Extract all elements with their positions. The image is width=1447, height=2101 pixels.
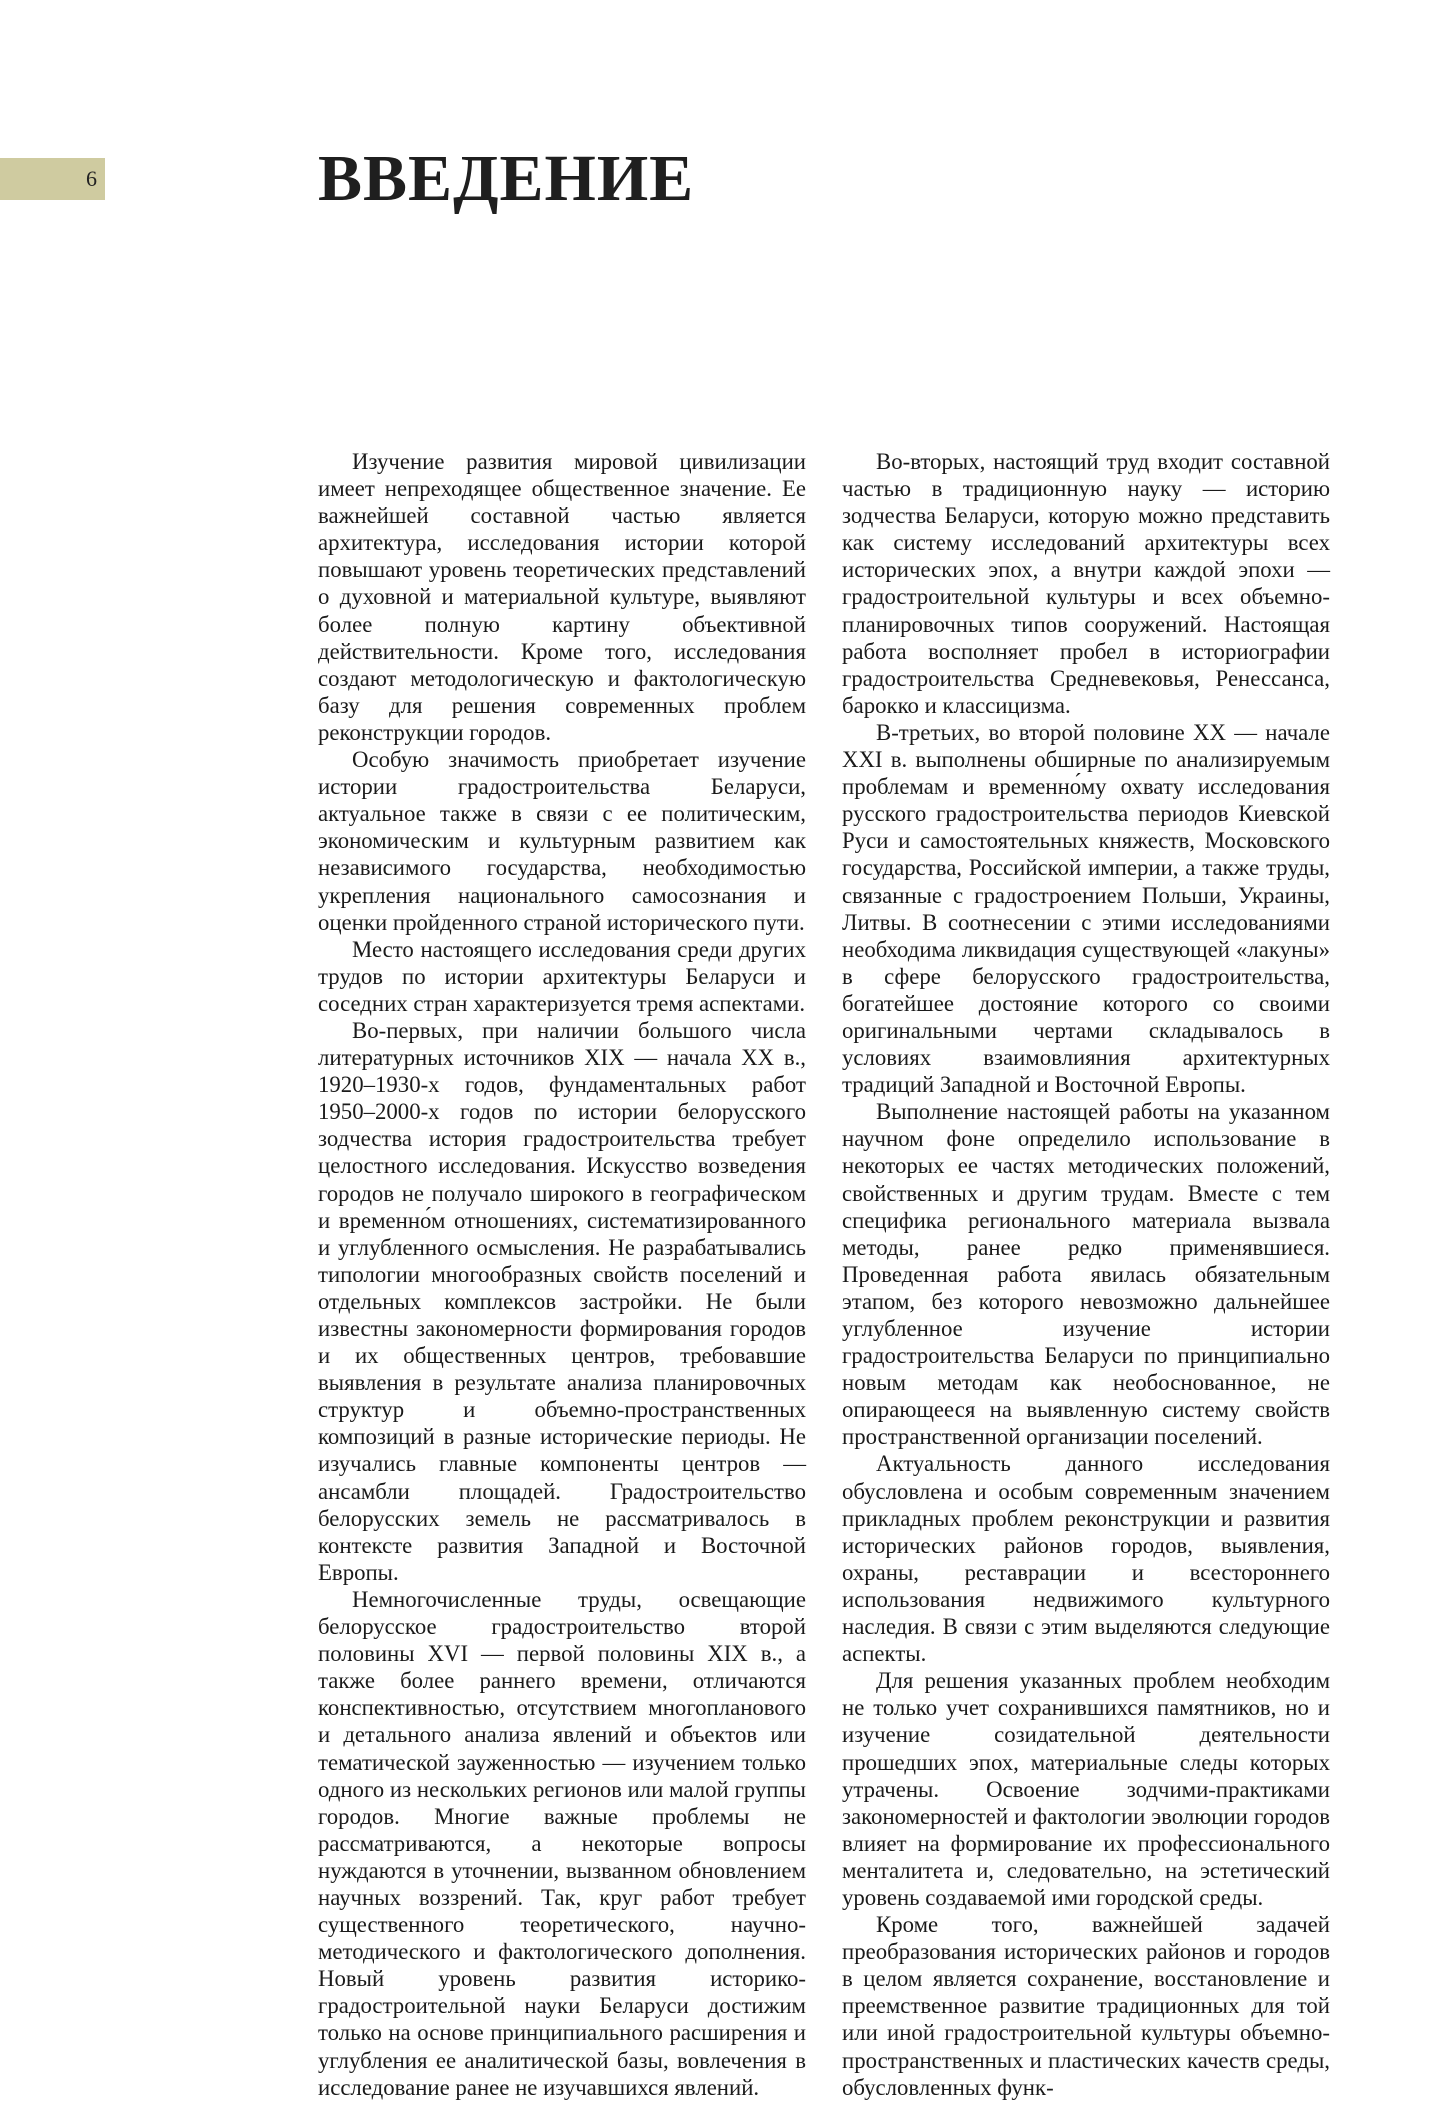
- paragraph: Место настоящего исследования среди других трудов по истории архитектуры Беларуси и соседних стран характеризуется тремя аспектами.: [318, 936, 806, 1016]
- paragraph: Выполнение настоящей работы на указанном научном фоне определило использование в некоторых ее частях методических положений, свойственных и другим трудам. Вместе с тем специфика регионального материала вызвала методы, ранее редко применявшиеся. Проведенная работа явилась обязательным этапом, без которого невозможно дальнейшее углубленное изучение истории градостроительства Беларуси по принципиально новым методам как необоснованное, не опирающееся на выявленную систему свойств пространственной организации поселений.: [842, 1099, 1330, 1450]
- paragraph: В-третьих, во второй половине XX — начале XXI в. выполнены обширные по анализируемым проблемам и временно́му охвату исследования русского градостроительства периодов Киевской Руси и самостоятельных княжеств, Московского государства, Российской империи, а также труды, связанные с градостроением Польши, Украины, Литвы. В соотнесении с этими исследованиями необходима ликвидация существующей «лакуны» в сфере белорусского градостроительства, богатейшее достояние которого со своими оригинальными чертами складывалось в условиях взаимовлияния архитектурных традиций Западной и Восточной Европы.: [842, 719, 1330, 1098]
- page-number: 6: [86, 166, 97, 191]
- right-text-column: [842, 448, 1330, 2101]
- chapter-title: ВВЕДЕНИЕ: [318, 142, 695, 215]
- paragraph: Кроме того, важнейшей задачей преобразования исторических районов и городов в целом является сохранение, восстановление и преемственное развитие традиционных для той или иной градостроительной культуры объемно-пространственных и пластических качеств среды, обусловленных функ-: [842, 1912, 1330, 2100]
- paragraph: Во-вторых, настоящий труд входит составной частью в традиционную науку — историю зодчества Беларуси, которую можно представить как систему исследований архитектуры всех исторических эпох, а внутри каждой эпохи — градостроительной культуры и всех объемно-планировочных типов сооружений. Настоящая работа восполняет пробел в историографии градостроительства Средневековья, Ренессанса, барокко и классицизма.: [842, 449, 1330, 718]
- paragraph: Изучение развития мировой цивилизации имеет непреходящее общественное значение. Ее важнейшей составной частью является архитектура, исследования истории которой повышают уровень теоретических представлений о духовной и материальной культуре, выявляют более полную картину объективной действительности. Кроме того, исследования создают методологическую и фактологическую базу для решения современных проблем реконструкции городов.: [318, 449, 806, 745]
- paragraph: Во-первых, при наличии большого числа литературных источников XIX — начала XX в., 1920–1930-х годов, фундаментальных работ 1950–2000-х годов по истории белорусского зодчества история градостроительства требует целостного исследования. Искусство возведения городов не получало широкого в географическом и временно́м отношениях, систематизированного и углубленного осмысления. Не разрабатывались типологии многообразных свойств поселений и отдельных комплексов застройки. Не были известны закономерности формирования городов и их общественных центров, требовавшие выявления в результате анализа планировочных структур и объемно-пространственных композиций в разные исторические периоды. Не изучались главные компоненты центров — ансамбли площадей. Градостроительство белорусских земель не рассматривалось в контексте развития Западной и Восточной Европы.: [318, 1017, 806, 1585]
- paragraph: Для решения указанных проблем необходим не только учет сохранившихся памятников, но и изучение созидательной деятельности прошедших эпох, материальные следы которых утрачены. Освоение зодчими-практиками закономерностей и фактологии эволюции городов влияет на формирование их профессионального менталитета и, следовательно, на эстетический уровень создаваемой ими городской среды.: [842, 1668, 1330, 1910]
- left-text-column: [318, 448, 806, 2101]
- paragraph: Актуальность данного исследования обусловлена и особым современным значением прикладных проблем реконструкции и развития исторических районов городов, выявления, охраны, реставрации и всестороннего использования недвижимого культурного наследия. В связи с этим выделяются следующие аспекты.: [842, 1451, 1330, 1667]
- paragraph: Особую значимость приобретает изучение истории градостроительства Беларуси, актуальное также в связи с ее политическим, экономическим и культурным развитием как независимого государства, необходимостью укрепления национального самосознания и оценки пройденного страной исторического пути.: [318, 747, 806, 935]
- paragraph: Немногочисленные труды, освещающие белорусское градостроительство второй половины XVI — первой половины XIX в., а также более раннего времени, отличаются конспективностью, отсутствием многопланового и детального анализа явлений и объектов или тематической зауженностью — изучением только одного из нескольких регионов или малой группы городов. Многие важные проблемы не рассматриваются, а некоторые вопросы нуждаются в уточнении, вызванном обновлением научных воззрений. Так, круг работ требует существенного теоретического, научно-методического и фактологического дополнения. Новый уровень развития историко-градостроительной науки Беларуси достижим только на основе принципиального расширения и углубления ее аналитической базы, вовлечения в исследование ранее не изучавшихся явлений.: [318, 1586, 806, 2100]
